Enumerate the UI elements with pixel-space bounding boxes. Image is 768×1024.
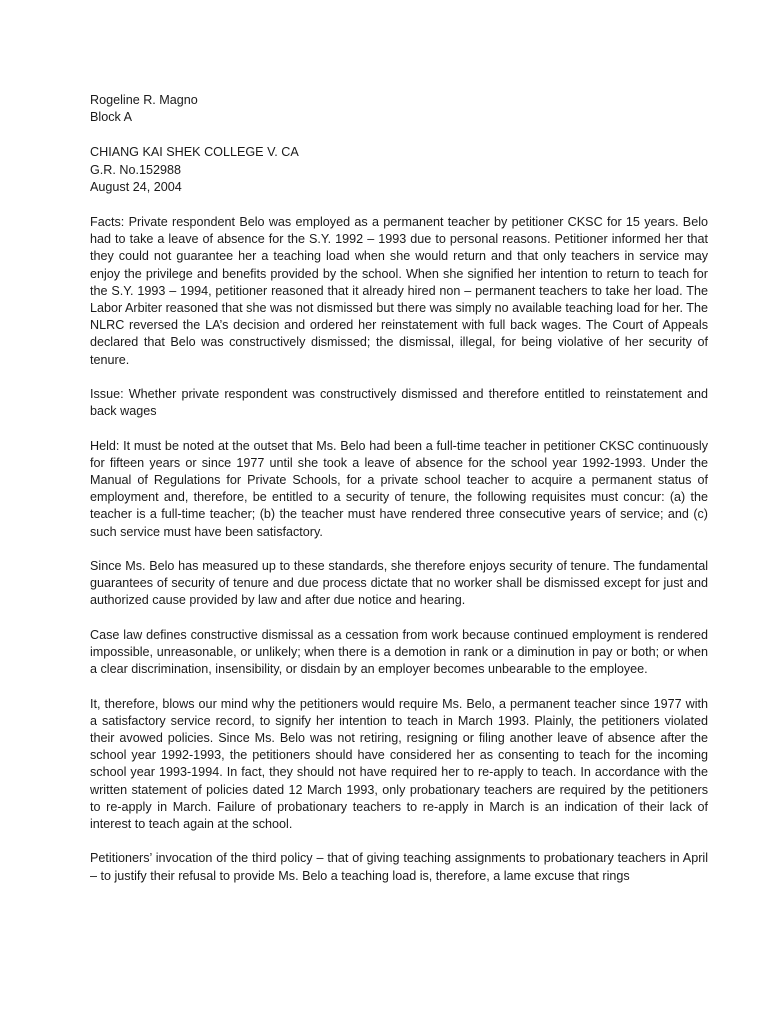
author-name: Rogeline R. Magno (90, 93, 198, 107)
third-policy-paragraph: Petitioners’ invocation of the third policy – that of giving teaching assignments to probationary teachers in April – to justify their refusal to provide Ms. Belo a teaching load is, therefore, a lame excuse that rings (90, 851, 708, 883)
constructive-dismissal-paragraph: Case law defines constructive dismissal as a cessation from work because continued employment is rendered impossible, unreasonable, or unlikely; when there is a demotion in rank or a diminution in pay or both; or when a clear discrimination, insensibility, or disdain by an employer becomes unbearable to the employee. (90, 627, 708, 677)
held-paragraph: Held: It must be noted at the outset that Ms. Belo had been a full-time teacher in petitioner CKSC continuously for fifteen years or since 1977 until she took a leave of absence for the school year 1992-1993. Under the Manual of Regulations for Private Schools, for a private school teacher to acquire a permanent status of employment and, therefore, be entitled to a security of tenure, the following requisites must concur: (a) the teacher is a full-time teacher; (b) the teacher must have rendered three consecutive years of service; and (c) such service must have been satisfactory. (90, 438, 708, 539)
spacer (90, 196, 708, 214)
policy-violation-paragraph: It, therefore, blows our mind why the petitioners would require Ms. Belo, a permanent teacher since 1977 with a satisfactory service record, to signify her intention to teach in March 1993. Plainly, the petitioners violated their avowed policies. Since Ms. Belo was not retiring, resigning or filing another leave of absence after the school year 1992-1993, the petitioners should have considered her as consenting to teach for the incoming school year 1993-1994. In fact, they should not have required her to re-apply to teach. In accordance with the written statement of policies dated 12 March 1993, only probationary teachers are required by the petitioners to re-apply in March. Failure of probationary teachers to re-apply in March is an indication of their lack of interest to teach again at the school. (90, 696, 708, 832)
case-gr-number: G.R. No.152988 (90, 162, 182, 177)
issue-paragraph: Issue: Whether private respondent was constructively dismissed and therefore entitled to reinstatement and back wages (90, 387, 708, 419)
facts-paragraph: Facts: Private respondent Belo was employed as a permanent teacher by petitioner CKSC for 15 years. Belo had to take a leave of absence for the S.Y. 1992 – 1993 due to personal reasons. Petitioner informed her that they could not guarantee her a teaching load when she would return and that only teachers in service may enjoy the privilege and benefits provided by the school. When she signified her intention to return to teach for the S.Y. 1993 – 1994, petitioner reasoned that it already hired non – permanent teachers to take her load. The Labor Arbiter reasoned that she was not dismissed but there was simply no available teaching load for her. The NLRC reversed the LA’s decision and ordered her reinstatement with full back wages. The Court of Appeals declared that Belo was constructively dismissed; the dismissal, illegal, for being violative of her security of tenure. (90, 215, 708, 367)
case-title: CHIANG KAI SHEK COLLEGE V. CA (90, 145, 299, 160)
tenure-paragraph: Since Ms. Belo has measured up to these standards, she therefore enjoys security of tenure. The fundamental guarantees of security of tenure and due process dictate that no worker shall be dismissed except for just and authorized cause provided by law and after due notice and hearing. (90, 559, 708, 608)
block-label: Block A (90, 110, 132, 125)
spacer (90, 126, 708, 144)
case-date: August 24, 2004 (90, 179, 182, 194)
